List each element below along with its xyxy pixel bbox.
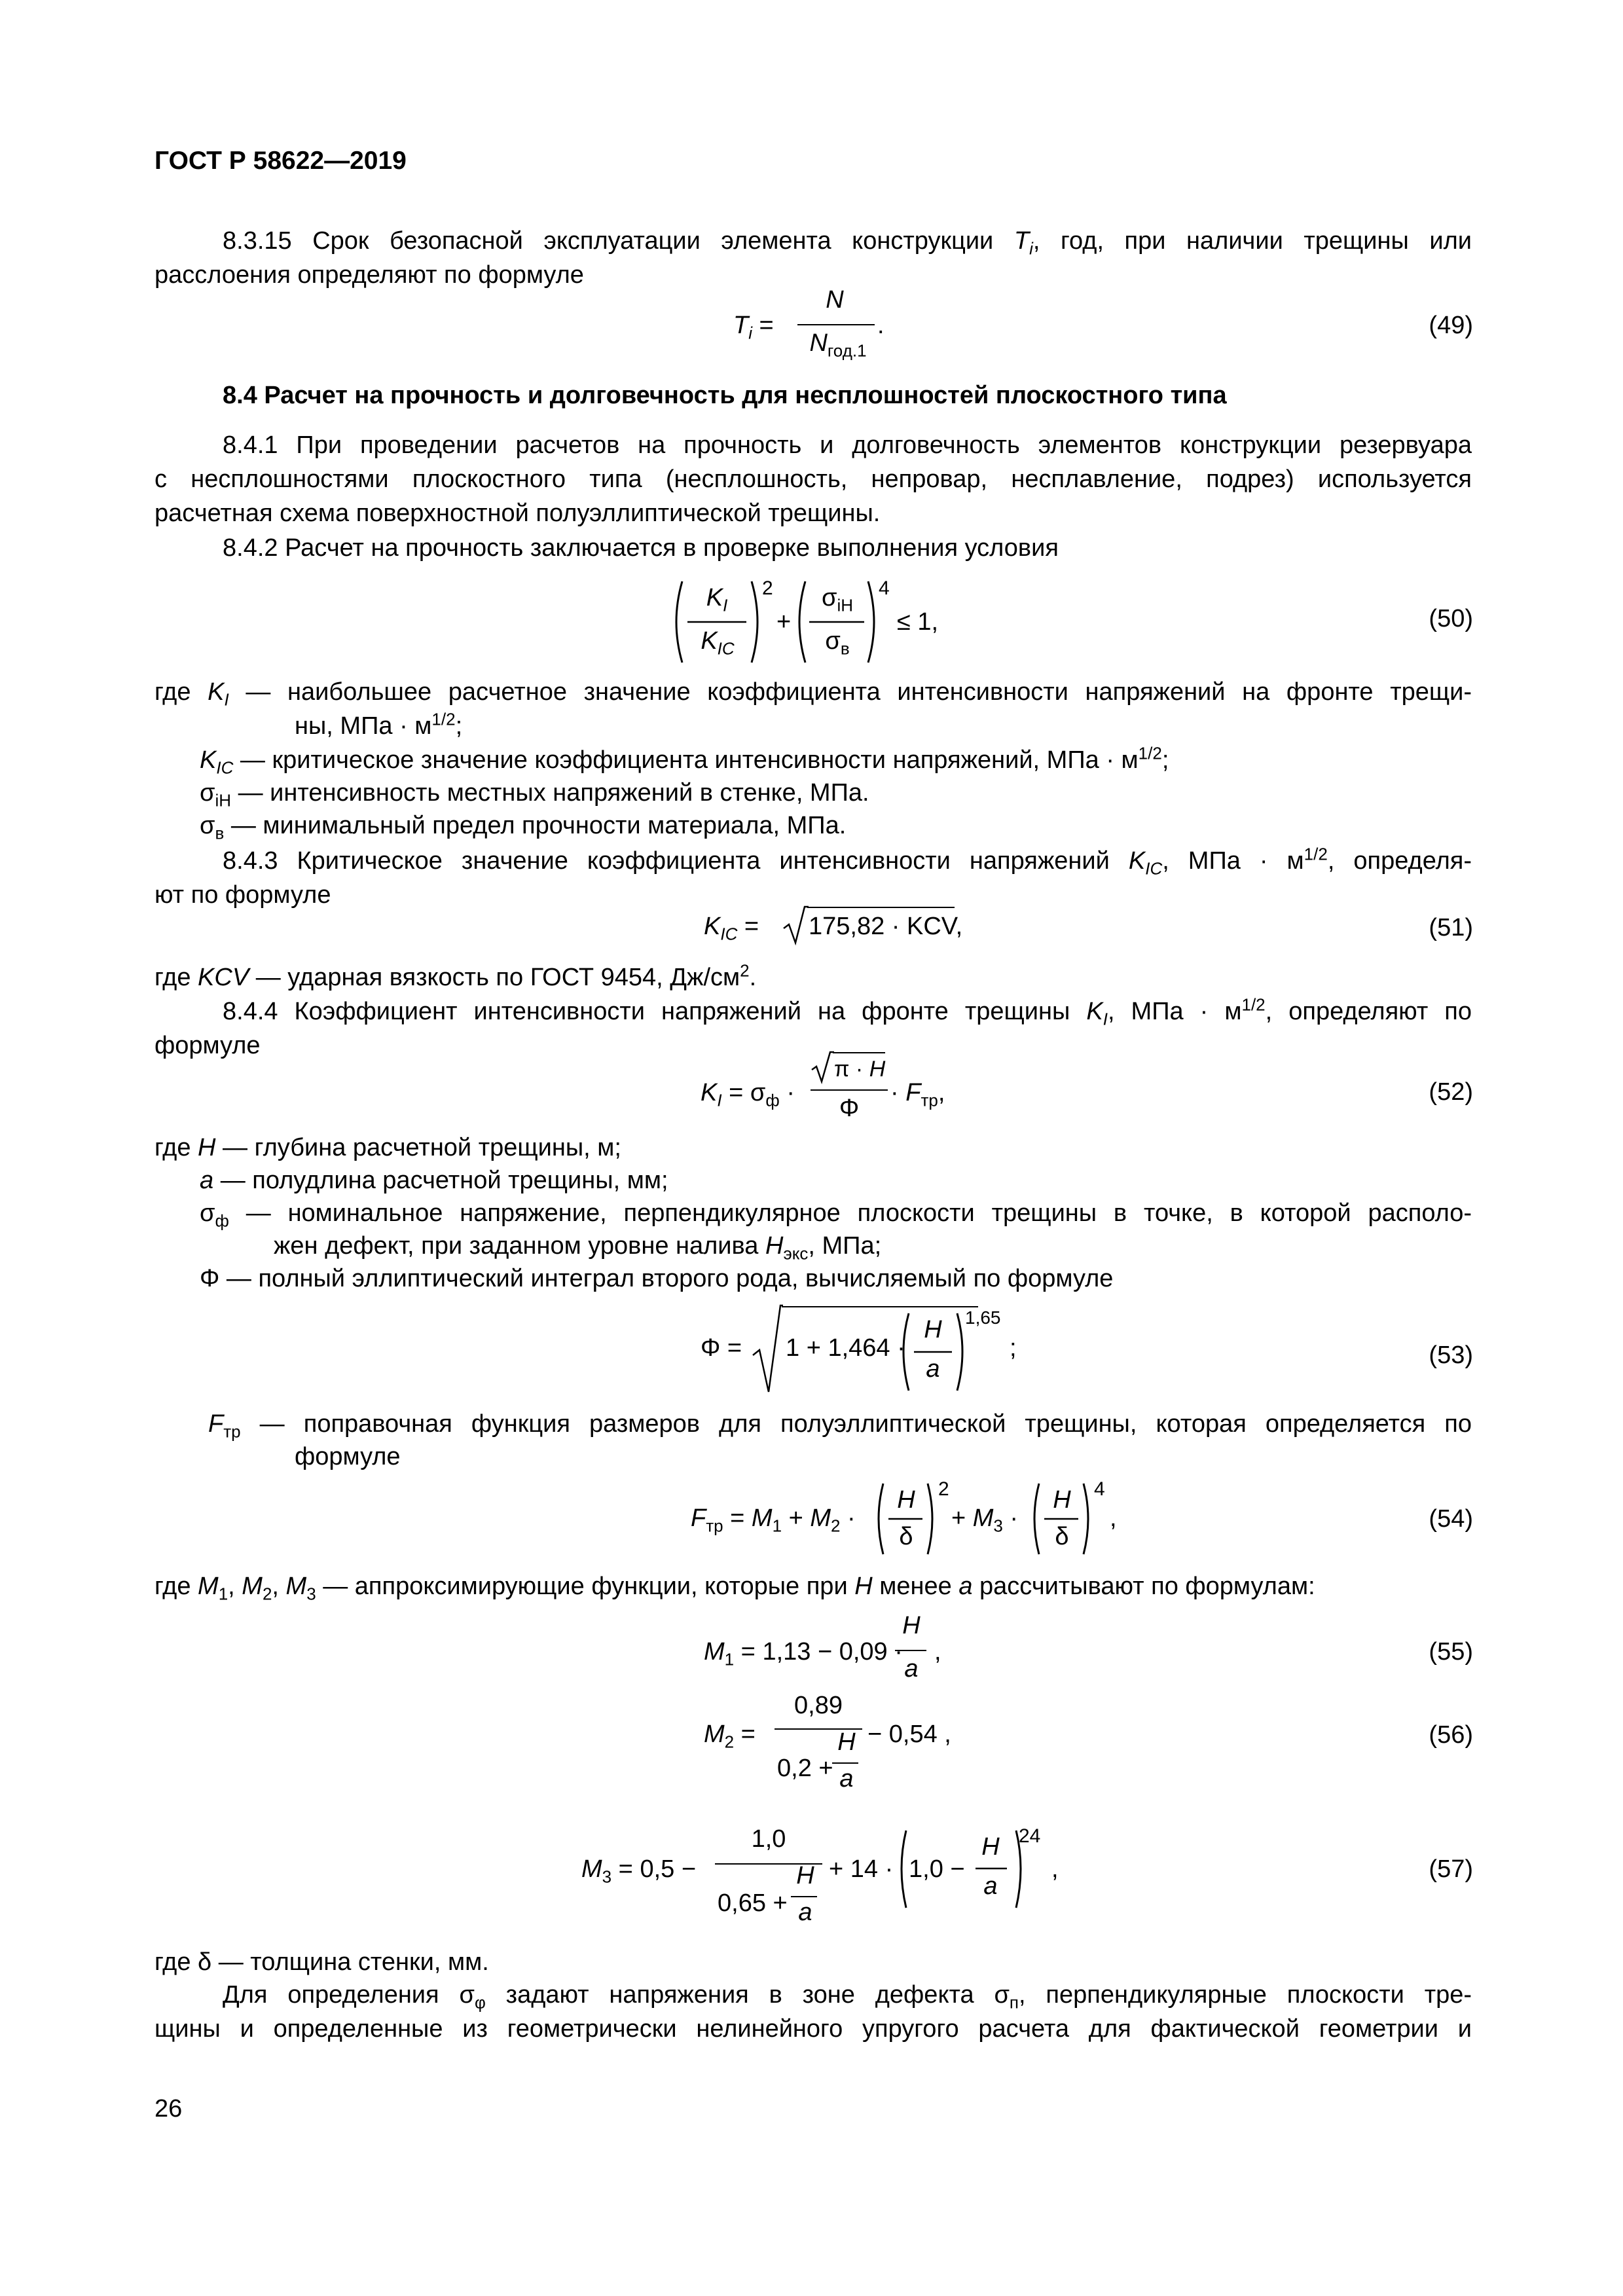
formula-54: $F_{тр} = M_1 + M_2$ · H δ 2 + $M_3$ · H δ 4 , [691,1473,1123,1565]
definition-KI-line2: ны, МПа · $м^{1/2}$; [295,709,463,740]
paragraph-8-3-15-line2: расслоения определяют по формуле [155,261,584,289]
paragraph-8-3-15-line1: 8.3.15 Срок безопасной эксплуатации элемента конструкции $T_i$, год, при наличии трещины или [223,227,1472,259]
formula-52: $K_I = \sigma_ф$ · π · H Φ · $F_{тр}$, [701,1048,976,1139]
definition-sigma-v: $\sigma_в$ — минимальный предел прочности материала, МПа. [200,812,847,843]
formula-56: $M_2$ = 0,89 0,2 + H a − 0,54 , [704,1692,951,1793]
definition-sigma-f-line2: жен дефект, при заданном уровне налива $H_{экс}$, МПа; [274,1232,882,1264]
text-run: , год, при наличии трещины или [1032,227,1472,255]
equation-number-54: (54) [1429,1505,1473,1533]
paragraph-8-4-2: 8.4.2 Расчет на прочность заключается в проверке выполнения условия [223,534,1059,562]
equation-number-52: (52) [1429,1078,1473,1106]
paragraph-8-4-4-line1: 8.4.4 Коэффициент интенсивности напряжений на фронте трещины $K_I$, МПа · $м^{1/2}$, определяют по [223,994,1472,1029]
paragraph-8-4-4-line2: формуле [155,1032,261,1059]
definition-sigma-f-line1: $\sigma_ф$ — номинальное напряжение, перпендикулярное плоскости трещины в точке, в которой располо- [200,1199,1472,1231]
paragraph-8-4-1-line1: 8.4.1 При проведении расчетов на прочность и долговечность элементов конструкции резервуара [223,431,1472,459]
definition-Phi: Φ — полный эллиптический интеграл второго рода, вычисляемый по формуле [200,1265,1114,1292]
equation-number-55: (55) [1429,1638,1473,1666]
definition-Ftr-line2: формуле [295,1443,401,1470]
equation-number-57: (57) [1429,1855,1473,1883]
document-code-header: ГОСТ Р 58622—2019 [155,147,407,175]
definition-sigma-iH: $\sigma_{iH}$ — интенсивность местных напряжений в стенке, МПа. [200,779,869,811]
definition-KCV: где KCV — ударная вязкость по ГОСТ 9454, $Дж/см^2$. [155,960,757,991]
paragraph-8-4-3-line1: 8.4.3 Критическое значение коэффициента интенсивности напряжений $K_{IC}$, МПа · $м^{1/2}$, определя- [223,844,1472,879]
equation-number-49: (49) [1429,312,1473,339]
definition-a: a — полудлина расчетной трещины, мм; [200,1167,668,1194]
definition-H: где H — глубина расчетной трещины, м; [155,1134,621,1161]
definition-KI-line1: где $K_I$ — наибольшее расчетное значение коэффициента интенсивности напряжений на фронте трещи- [155,678,1472,710]
final-paragraph-line2: щины и определенные из геометрически нелинейного упругого расчета для фактической геометрии и [155,2015,1472,2043]
formula-49: $T_i$ = N $N_{год.1}$ . [733,286,884,361]
equation-number-53: (53) [1429,1341,1473,1369]
equation-number-50: (50) [1429,605,1473,632]
equation-number-56: (56) [1429,1721,1473,1749]
formula-55: $M_1 = 1,13 - 0,09$ · H a , [704,1612,941,1683]
page-number: 26 [155,2095,183,2123]
paragraph-8-4-3-line2: ют по формуле [155,881,331,909]
text-run: 8.3.15 Срок безопасной эксплуатации элемента конструкции [223,227,994,255]
definition-M: где $M_1$, $M_2$, $M_3$ — аппроксимирующие функции, которые при H менее a рассчитывают по формулам: [155,1573,1315,1604]
paragraph-8-4-1-line2: с несплошностями плоскостного типа (несплошность, непровар, несплавление, подрез) используется [155,465,1472,493]
formula-50: $K_I$ $K_{IC}$ 2 + $\sigma_{iH}$ $\sigma_в$ 4 ≤ 1, [668,570,943,674]
final-paragraph-line1: Для определения $\sigma_\varphi$ задают напряжения в зоне дефекта $\sigma_п$, перпендикулярные плоскости тре- [223,1981,1472,2013]
formula-51: $K_{IC}$ = 175,82 · KCV, [704,903,979,949]
section-heading-8-4: 8.4 Расчет на прочность и долговечность для несплошностей плоскостного типа [223,382,1227,409]
definition-KIC: $K_{IC}$ — критическое значение коэффициента интенсивности напряжений, МПа · $м^{1/2}$; [200,743,1169,778]
equation-number-51: (51) [1429,914,1473,941]
paragraph-8-4-1-line3: расчетная схема поверхностной полуэллиптической трещины. [155,500,881,527]
formula-57: $M_3 = 0,5$ − 1,0 0,65 + H a + 14 · 1,0 − H a 24 , [581,1825,1059,1926]
definition-delta: где δ — толщина стенки, мм. [155,1948,489,1976]
formula-53: Φ = 1 + 1,464 · H a 1,65 ; [701,1303,1002,1401]
definition-Ftr-line1: $F_{тр}$ — поправочная функция размеров для полуэллиптической трещины, которая определяется по [208,1410,1472,1442]
